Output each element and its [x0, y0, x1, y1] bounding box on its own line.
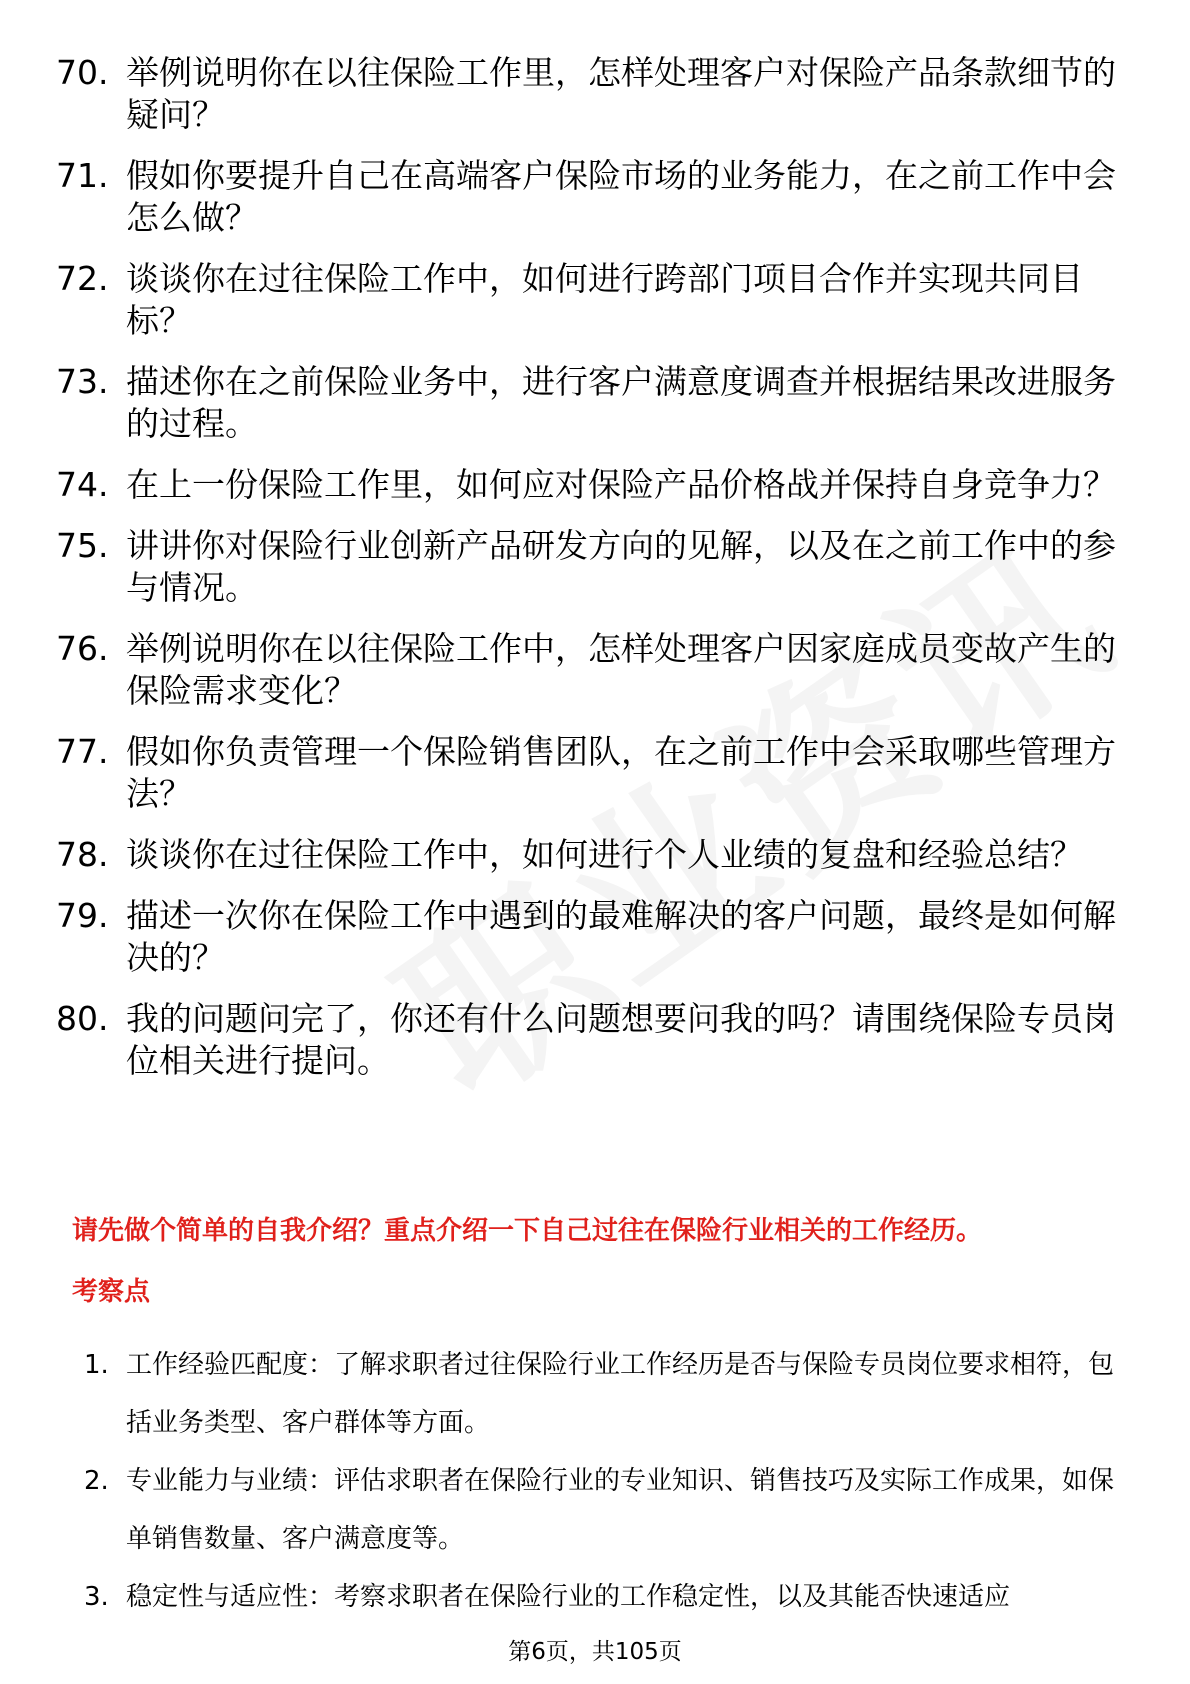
question-number: 77.: [56, 732, 109, 771]
question-number: 76.: [56, 629, 109, 668]
question-text: 举例说明你在以往保险工作里，怎样处理客户对保险产品条款细节的疑问？: [126, 53, 1116, 134]
question-item: [56, 731, 1126, 815]
question-number: 73.: [56, 362, 109, 401]
point-text: 稳定性与适应性：考察求职者在保险行业的工作稳定性，以及其能否快速适应: [126, 1582, 1011, 1612]
question-text: 在上一份保险工作里，如何应对保险产品价格战并保持自身竞争力？: [126, 465, 1116, 504]
question-number: 79.: [56, 896, 109, 935]
question-number: 80.: [56, 999, 109, 1038]
question-item: [56, 834, 1126, 876]
question-number: 70.: [56, 53, 109, 92]
question-item: [56, 52, 1126, 136]
section-title: 考察点: [72, 1277, 151, 1307]
point-number: 1.: [84, 1350, 109, 1380]
question-text: 举例说明你在以往保险工作中，怎样处理客户因家庭成员变故产生的保险需求变化？: [126, 629, 1116, 710]
question-item: [56, 628, 1126, 712]
question-text: 描述一次你在保险工作中遇到的最难解决的客户问题，最终是如何解决的？: [126, 896, 1116, 977]
assessment-point: [84, 1336, 1124, 1452]
question-text: 讲讲你对保险行业创新产品研发方向的见解，以及在之前工作中的参与情况。: [126, 526, 1116, 607]
question-text: 假如你负责管理一个保险销售团队，在之前工作中会采取哪些管理方法？: [126, 732, 1116, 813]
question-list: [56, 52, 1126, 1101]
question-item: [56, 258, 1126, 342]
question-number: 71.: [56, 156, 109, 195]
highlight-question: 请先做个简单的自我介绍？重点介绍一下自己过往在保险行业相关的工作经历。: [72, 1216, 983, 1246]
question-text: 我的问题问完了，你还有什么问题想要问我的吗？请围绕保险专员岗位相关进行提问。: [126, 999, 1116, 1080]
assessment-points-list: [84, 1336, 1124, 1626]
question-item: [56, 361, 1126, 445]
question-item: [56, 464, 1126, 506]
question-number: 75.: [56, 526, 109, 565]
question-number: 74.: [56, 465, 109, 504]
point-number: 2.: [84, 1466, 109, 1496]
point-text: 工作经验匹配度：了解求职者过往保险行业工作经历是否与保险专员岗位要求相符，包括业务类型、客户群体等方面。: [126, 1350, 1115, 1438]
page-footer: 第6页，共105页: [508, 1639, 682, 1665]
question-item: [56, 525, 1126, 609]
question-number: 72.: [56, 259, 109, 298]
assessment-point: [84, 1568, 1124, 1626]
question-item: [56, 155, 1126, 239]
question-number: 78.: [56, 835, 109, 874]
question-text: 假如你要提升自己在高端客户保险市场的业务能力，在之前工作中会怎么做？: [126, 156, 1116, 237]
question-item: [56, 998, 1126, 1082]
question-text: 谈谈你在过往保险工作中，如何进行个人业绩的复盘和经验总结？: [126, 835, 1083, 874]
question-text: 描述你在之前保险业务中，进行客户满意度调查并根据结果改进服务的过程。: [126, 362, 1116, 443]
point-number: 3.: [84, 1582, 109, 1612]
question-item: [56, 895, 1126, 979]
question-text: 谈谈你在过往保险工作中，如何进行跨部门项目合作并实现共同目标？: [126, 259, 1083, 340]
point-text: 专业能力与业绩：评估求职者在保险行业的专业知识、销售技巧及实际工作成果，如保单销售数量、客户满意度等。: [126, 1466, 1115, 1554]
assessment-point: [84, 1452, 1124, 1568]
